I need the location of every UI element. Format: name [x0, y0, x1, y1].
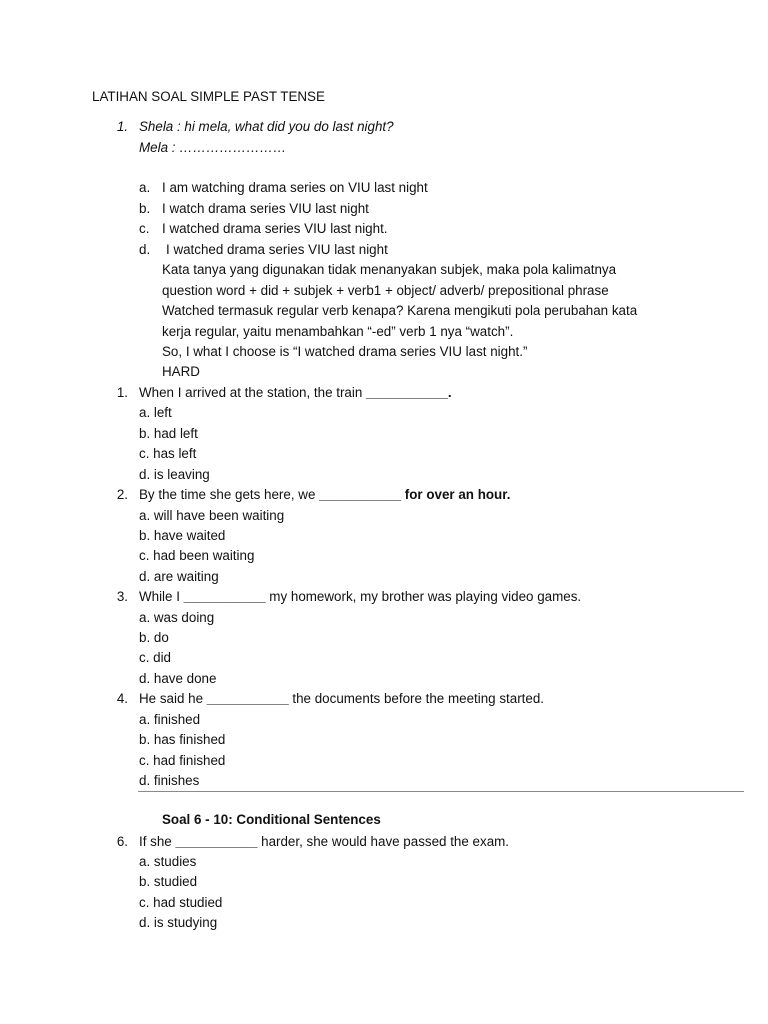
answer-option: b. had left — [139, 426, 198, 441]
difficulty-label: HARD — [162, 364, 200, 379]
answer-option: a. will have been waiting — [139, 508, 285, 523]
answer-option: d. have done — [139, 671, 217, 686]
answer-blank: ___________ — [206, 691, 289, 706]
question-number: 4. — [116, 691, 128, 706]
answer-option: a. studies — [139, 854, 197, 869]
answer-option: b. has finished — [139, 732, 226, 747]
question-text — [139, 485, 510, 505]
answer-option: d. are waiting — [139, 569, 219, 584]
question-number: 3. — [116, 589, 128, 604]
intro-question-number: 1. — [116, 119, 128, 134]
document-title: LATIHAN SOAL SIMPLE PAST TENSE — [92, 89, 325, 104]
question-text-post: harder, she would have passed the exam. — [257, 834, 510, 849]
intro-option-text: I am watching drama series on VIU last night — [162, 180, 428, 195]
intro-question-line: Shela : hi mela, what did you do last night? — [139, 119, 394, 134]
answer-option: b. studied — [139, 874, 198, 889]
answer-option: a. finished — [139, 712, 201, 727]
answer-option: d. finishes — [139, 773, 200, 788]
intro-answer-line: Mela : …………………… — [139, 140, 287, 155]
explanation-line: kerja regular, yaitu menambahkan “-ed” verb 1 nya “watch”. — [162, 324, 514, 339]
answer-option: c. did — [139, 650, 172, 665]
answer-option: b. have waited — [139, 528, 226, 543]
answer-option: c. had finished — [139, 753, 226, 768]
answer-option: d. is leaving — [139, 467, 210, 482]
answer-option: c. had been waiting — [139, 548, 255, 563]
question-text-pre: He said he — [139, 691, 207, 706]
answer-option: c. has left — [139, 446, 197, 461]
answer-blank: ___________. — [366, 385, 452, 400]
question-text-pre: By the time she gets here, we — [139, 487, 320, 502]
explanation-line: Watched termasuk regular verb kenapa? Karena mengikuti pola perubahan kata — [162, 303, 638, 318]
question-text-post: my homework, my brother was playing video games. — [265, 589, 582, 604]
answer-option: a. was doing — [139, 610, 215, 625]
intro-option-text: I watch drama series VIU last night — [162, 201, 369, 216]
answer-blank: ___________ — [175, 834, 258, 849]
intro-option-letter: d. — [139, 242, 151, 257]
intro-option-text: I watched drama series VIU last night. — [162, 221, 388, 236]
answer-blank: ___________ for over an hour. — [319, 487, 511, 502]
horizontal-divider — [138, 791, 744, 792]
section-heading: Soal 6 - 10: Conditional Sentences — [162, 812, 381, 827]
question-text — [139, 832, 509, 852]
question-text — [139, 587, 581, 607]
question-text — [139, 383, 452, 403]
question-number: 2. — [116, 487, 128, 502]
intro-option-letter: b. — [139, 201, 151, 216]
question-text — [139, 689, 544, 709]
explanation-line: So, I what I choose is “I watched drama series VIU last night.” — [162, 344, 528, 359]
answer-option: c. had studied — [139, 895, 223, 910]
question-text-pre: While I — [139, 589, 184, 604]
question-number: 6. — [116, 834, 128, 849]
answer-option: a. left — [139, 405, 172, 420]
answer-blank: ___________ — [183, 589, 266, 604]
answer-option: b. do — [139, 630, 169, 645]
answer-option: d. is studying — [139, 915, 218, 930]
intro-option-letter: c. — [139, 221, 150, 236]
intro-option-letter: a. — [139, 180, 151, 195]
question-number: 1. — [116, 385, 128, 400]
question-text-pre: If she — [139, 834, 176, 849]
intro-option-text: I watched drama series VIU last night — [166, 242, 388, 257]
question-text-post: the documents before the meeting started. — [288, 691, 544, 706]
question-text-pre: When I arrived at the station, the train — [139, 385, 367, 400]
explanation-line: Kata tanya yang digunakan tidak menanyakan subjek, maka pola kalimatnya — [162, 262, 617, 277]
explanation-line: question word + did + subjek + verb1 + object/ adverb/ prepositional phrase — [162, 283, 609, 298]
